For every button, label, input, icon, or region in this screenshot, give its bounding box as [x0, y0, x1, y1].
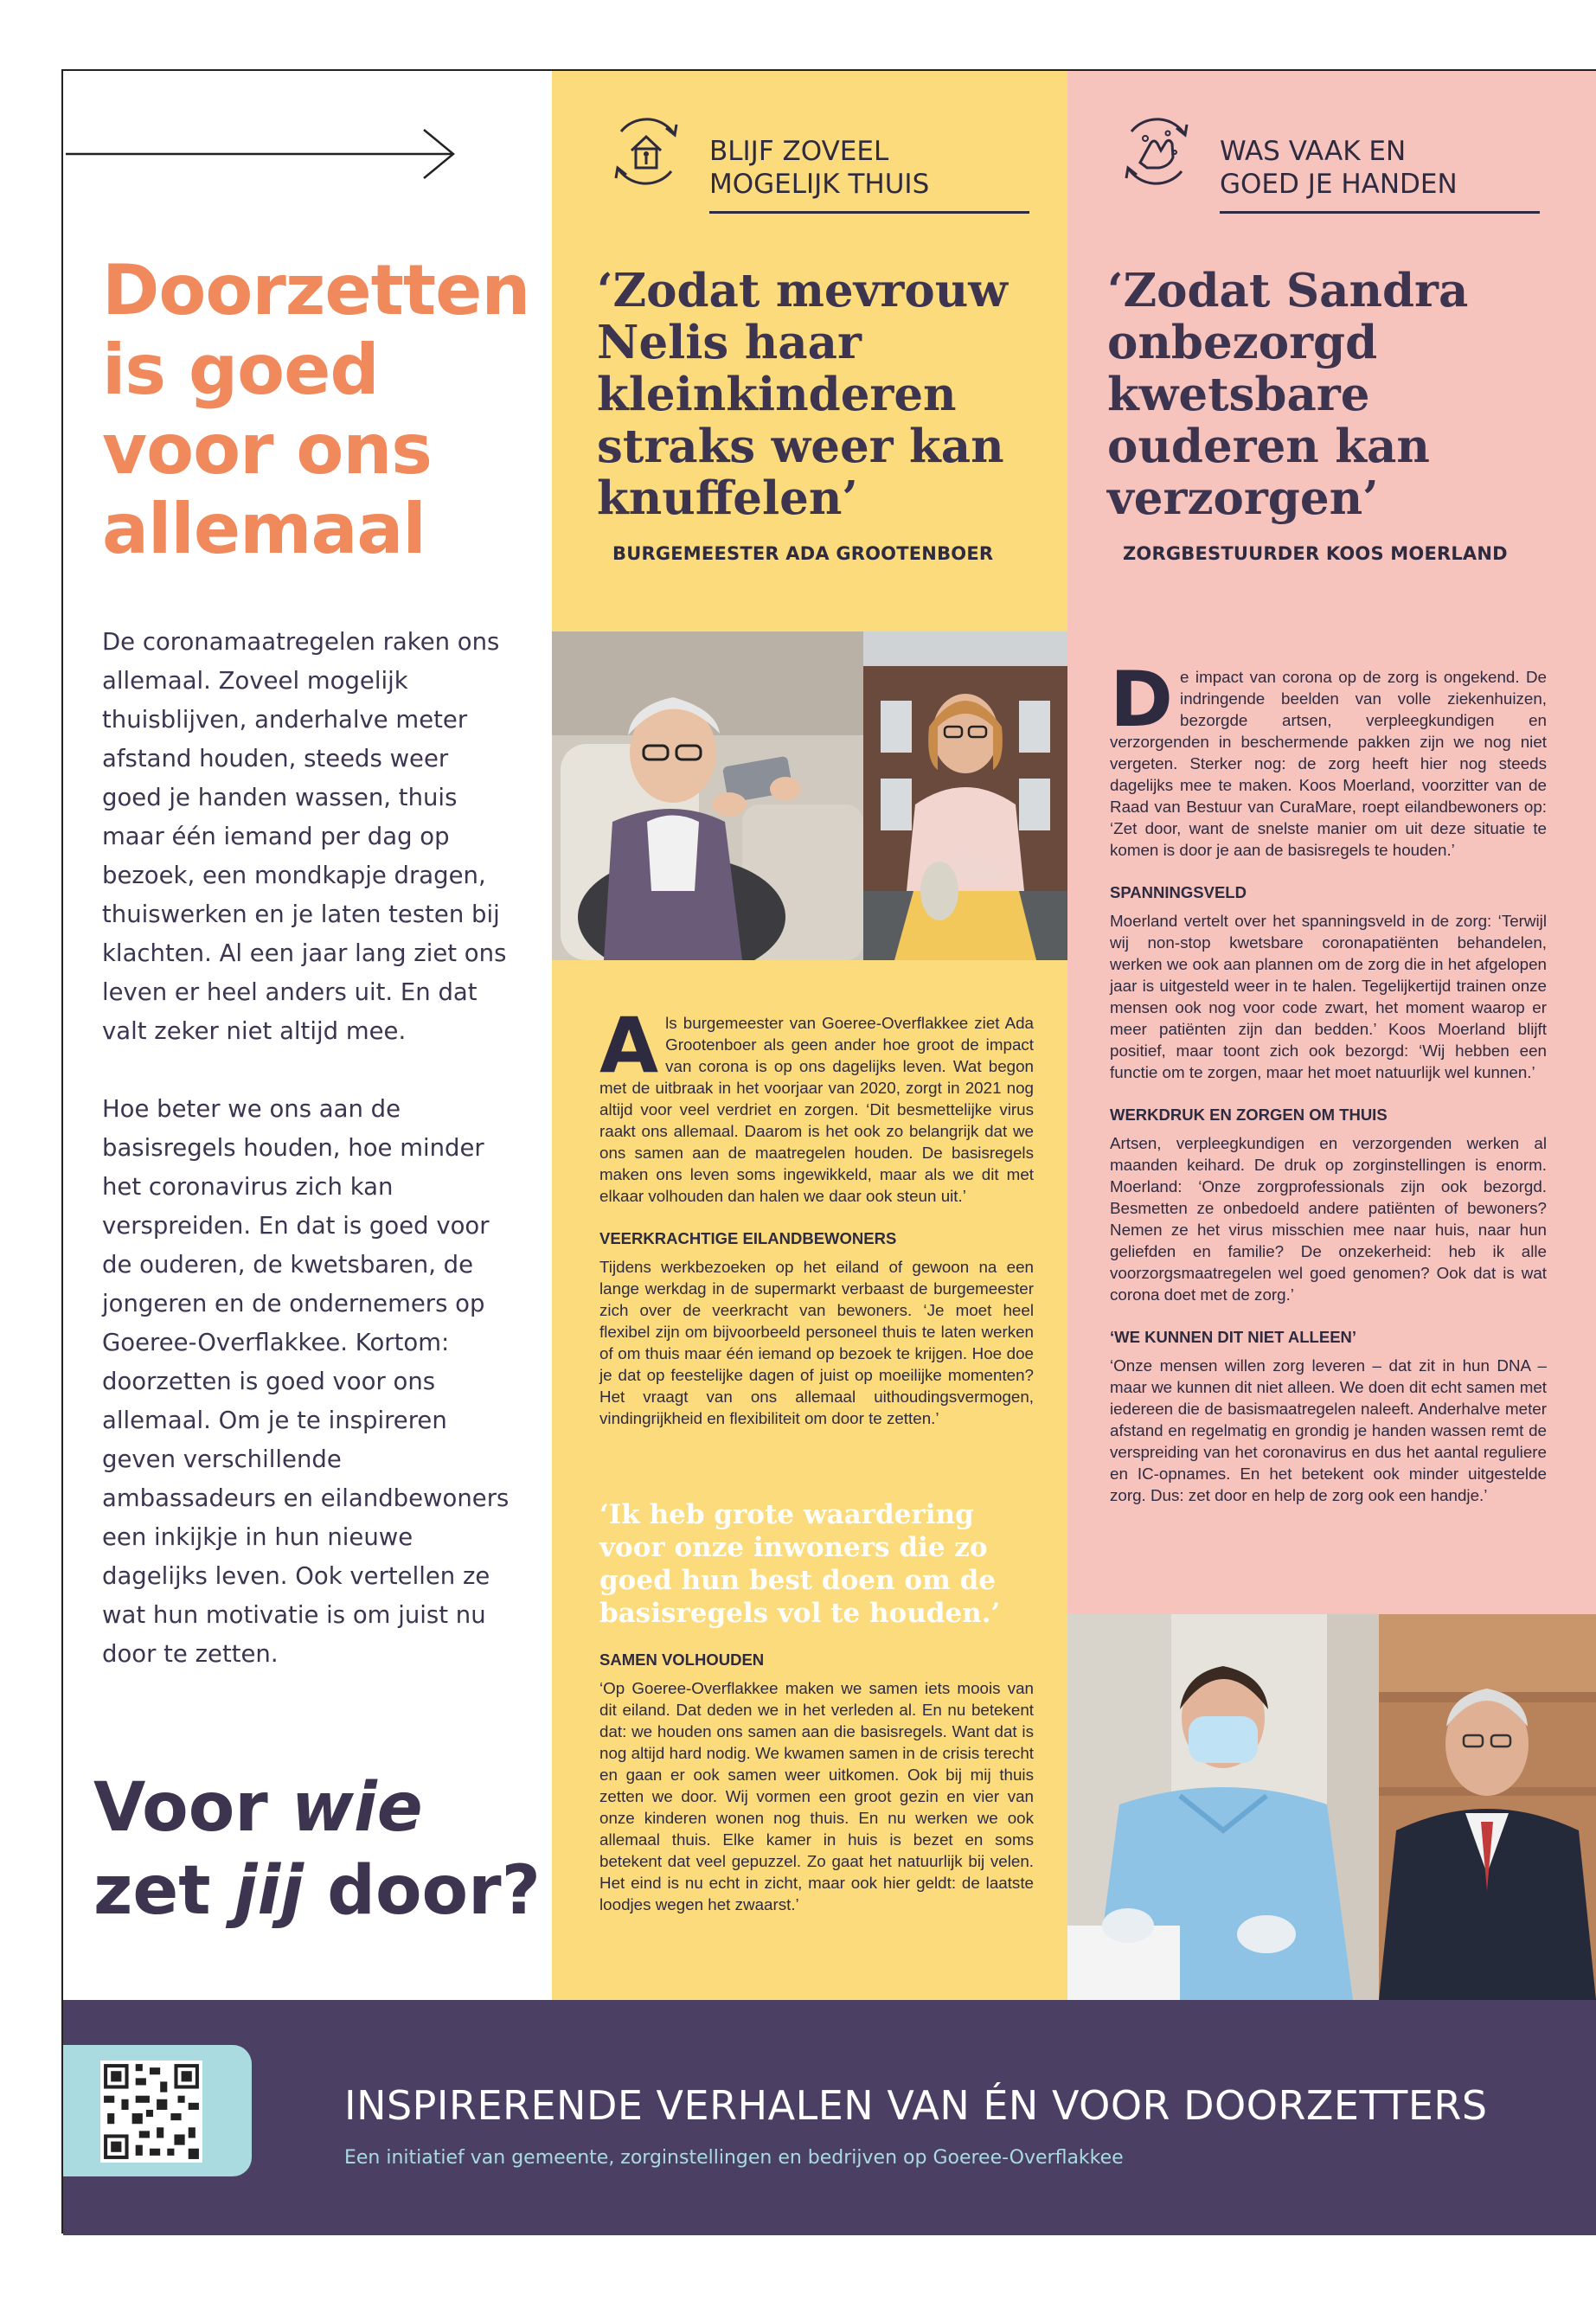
theme-stay-home: [604, 104, 1036, 225]
nurse-photo: [1067, 1614, 1379, 2000]
theme-label-line-2: MOGELIJK THUIS: [709, 169, 930, 200]
article-subheading: SAMEN VOLHOUDEN: [599, 1650, 765, 1669]
article-paragraph: ls burgemeester van Goeree-Overflakkee ziet Ada Grootenboer als geen ander hoe groot de impact van corona is op ons dagelijks leven. Wat begon met de uitbraak in het voorjaar van 2020, zorgt in 2021 nog altijd voor veel verdriet en zorgen. ‘Dit besmettelijke virus raakt ons allemaal. Daarom is het ook zo belangrijk dat we ons samen aan de maatregelen houden. De basisregels maken ons leven soms ingewikkeld, maar als we dit met elkaar volhouden dan halen we daar ook steun uit.’: [599, 1014, 1034, 1205]
elderly-woman-photo: [552, 631, 863, 960]
article-paragraph: ‘Op Goeree-Overflakkee maken we samen iets moois van dit eiland. Dat deden we in het verleden al. En nu betekent dat: we houden ons samen aan die basisregels. Want dat is nog altijd hard nodig. We kwamen samen in de crisis terecht en gaan er ook samen weer uitkomen. Ook bij mij thuis zetten we door. Wij vormen een groot gezin en vier van onze kinderen wonen nog thuis. En nu werken we ook allemaal thuis. Elke kamer in huis is bezet en soms betekent dat veel gepuzzel. Zo gaat het natuurlijk bij velen. Het eind is nu echt in zicht, maar ook hier geldt: de laatste loodjes wegen het zwaarst.’: [599, 1679, 1034, 1913]
article-paragraph: e impact van corona op de zorg is ongekend. De indringende beelden van volle ziekenhuizen, bezorgde artsen, verpleegkundigen en verzorgenden in beschermende pakken zijn we nog niet vergeten. Sterker nog: de zorg heeft hier nog steeds dagelijks mee te maken. Koos Moerland, voorzitter van de Raad van Bestuur van CuraMare, roept eilandbewoners op: ‘Zet door, want de snelste manier om uit deze situatie te komen is door je aan de basisregels te houden.’: [1110, 668, 1547, 859]
article-subheading: WERKDRUK EN ZORGEN OM THUIS: [1110, 1106, 1388, 1124]
intro-text: [102, 623, 513, 1713]
director-photo: [1379, 1614, 1596, 2000]
arrow-right-icon: [66, 128, 455, 189]
pull-quote: ‘Ik heb grote waardering voor onze inwoners die zo goed hun best doen om de basisregels vol te houden.’: [599, 1499, 1001, 1629]
call-to-action: [93, 1766, 543, 1932]
qr-code-box: [63, 2045, 252, 2176]
article-paragraph: Artsen, verpleegkundigen en verzorgenden werken al maanden keihard. De druk op zorginstellingen is enorm. Moerland: ‘Onze zorgprofessionals zijn ook bezorgd. Besmetten ze onbedoeld andere patiënten of bewoners? Nemen ze het virus misschien mee naar huis, naar hun geliefden en familie? De onzekerheid: heb ik alle voorzorgsmaatregelen wel goed genomen? Ook dat is wat corona doet met de zorg.’: [1110, 1134, 1547, 1304]
article-subheading: VEERKRACHTIGE EILANDBEWONERS: [599, 1229, 897, 1247]
mayor-article: [599, 1001, 1034, 1429]
cta-emphasis-wie: wie: [291, 1769, 423, 1847]
dropcap: D: [1110, 655, 1174, 744]
qr-code-icon[interactable]: [100, 2061, 202, 2163]
director-article: [1110, 655, 1547, 1506]
intro-paragraph-1: De coronamaatregelen raken ons allemaal. Zoveel mogelijk thuisblijven, anderhalve meter afstand houden, steeds weer goed je handen wassen, thuis maar één iemand per dag op bezoek, een mondkapje dragen, thuiswerken en je laten testen bij klachten. Al een jaar lang ziet ons leven er heel anders uit. En dat valt zeker niet altijd mee.: [102, 628, 507, 1045]
article-subheading: ‘WE KUNNEN DIT NIET ALLEEN’: [1110, 1328, 1357, 1346]
mayor-article-continued: [599, 1649, 1034, 1915]
stay-home-icon: [604, 109, 689, 194]
director-quote: ‘Zodat Sandra onbezorgd kwetsbare ouderen kan verzorgen’: [1107, 264, 1469, 525]
mayor-quote: ‘Zodat mevrouw Nelis haar kleinkinderen straks weer kan knuffelen’: [597, 264, 1008, 525]
wash-hands-icon: [1114, 109, 1199, 194]
theme-label: [709, 135, 929, 201]
cta-emphasis-jij: jij: [234, 1852, 304, 1930]
footer-banner: [63, 2000, 1596, 2235]
cta-part-3: door?: [303, 1852, 541, 1930]
dropcap: A: [599, 1001, 659, 1090]
article-subheading: SPANNINGSVELD: [1110, 883, 1247, 901]
theme-label-line-1: BLIJF ZOVEEL: [709, 136, 889, 167]
intro-paragraph-2: Hoe beter we ons aan de basisregels houden, hoe minder het coronavirus zich kan verspreiden. En dat is goed voor de ouderen, de kwetsbaren, de jongeren en de ondernemers op Goeree-Overflakkee. Kortom: doorzetten is goed voor ons allemaal. Om je te inspireren geven verschillende ambassadeurs en eilandbewoners een inkijkje in hun nieuwe dagelijks leven. Ook vertellen ze wat hun motivatie is om juist nu door te zetten.: [102, 1095, 510, 1668]
theme-underline: [1220, 211, 1540, 214]
article-paragraph: Moerland vertelt over het spanningsveld in de zorg: ‘Terwijl wij non-stop kwetsbare coronapatiënten behandelen, werken we ook aan plannen om de zorg die in het afgelopen jaar is uitgesteld weer in te halen. Tegelijkertijd trainen onze mensen ook nog voor code zwart, het moment waarop er meer patiënten zijn dan bedden.’ Koos Moerland blijft positief, maar toont zich ook bezorgd: ‘Wij hebben een functie om te zorgen, maar het moet natuurlijk wel kunnen.’: [1110, 912, 1547, 1081]
director-byline: ZORGBESTUURDER KOOS MOERLAND: [1123, 543, 1508, 564]
headline: Doorzetten is goed voor ons allemaal: [102, 250, 530, 569]
article-paragraph: Tijdens werkbezoeken op het eiland of gewoon na een lange werkdag in de supermarkt verbaast de burgemeester zich over de veerkracht van bewoners. ‘Je moet heel flexibel zijn om bijvoorbeeld personeel thuis te laten werken of om thuis maar één iemand op bezoek te krijgen. Hoe doe je dat op feestelijke dagen of juist op moeilijke momenten? Het vraagt van ons allemaal uithoudingsvermogen, vindingrijkheid en flexibiliteit om door te zetten.’: [599, 1258, 1034, 1427]
mayor-byline: BURGEMEESTER ADA GROOTENBOER: [612, 543, 994, 564]
theme-wash-hands: [1114, 104, 1547, 225]
theme-label: [1220, 135, 1458, 201]
cta-part-1: Voor: [93, 1769, 292, 1847]
cta-part-2: zet: [93, 1852, 234, 1930]
article-paragraph: ‘Onze mensen willen zorg leveren – dat zit in hun DNA – maar we kunnen dit niet alleen. We doen dit echt samen met iedereen die de basismaatregelen naleeft. Anderhalve meter afstand en regelmatig en grondig je handen wassen remt de verspreiding van het coronavirus en dus het aantal reguliere en IC-opnames. En het betekent ook minder uitgestelde zorg. Dus: zet door en help de zorg ook een handje.’: [1110, 1356, 1547, 1504]
footer-title: INSPIRERENDE VERHALEN VAN ÉN VOOR DOORZETTERS: [344, 2082, 1488, 2129]
theme-label-line-2: GOED JE HANDEN: [1220, 169, 1458, 200]
footer-subtitle: Een initiatief van gemeente, zorginstellingen en bedrijven op Goeree-Overflakkee: [344, 2147, 1124, 2169]
theme-label-line-1: WAS VAAK EN: [1220, 136, 1407, 167]
mayor-photo: [863, 631, 1067, 960]
theme-underline: [709, 211, 1029, 214]
